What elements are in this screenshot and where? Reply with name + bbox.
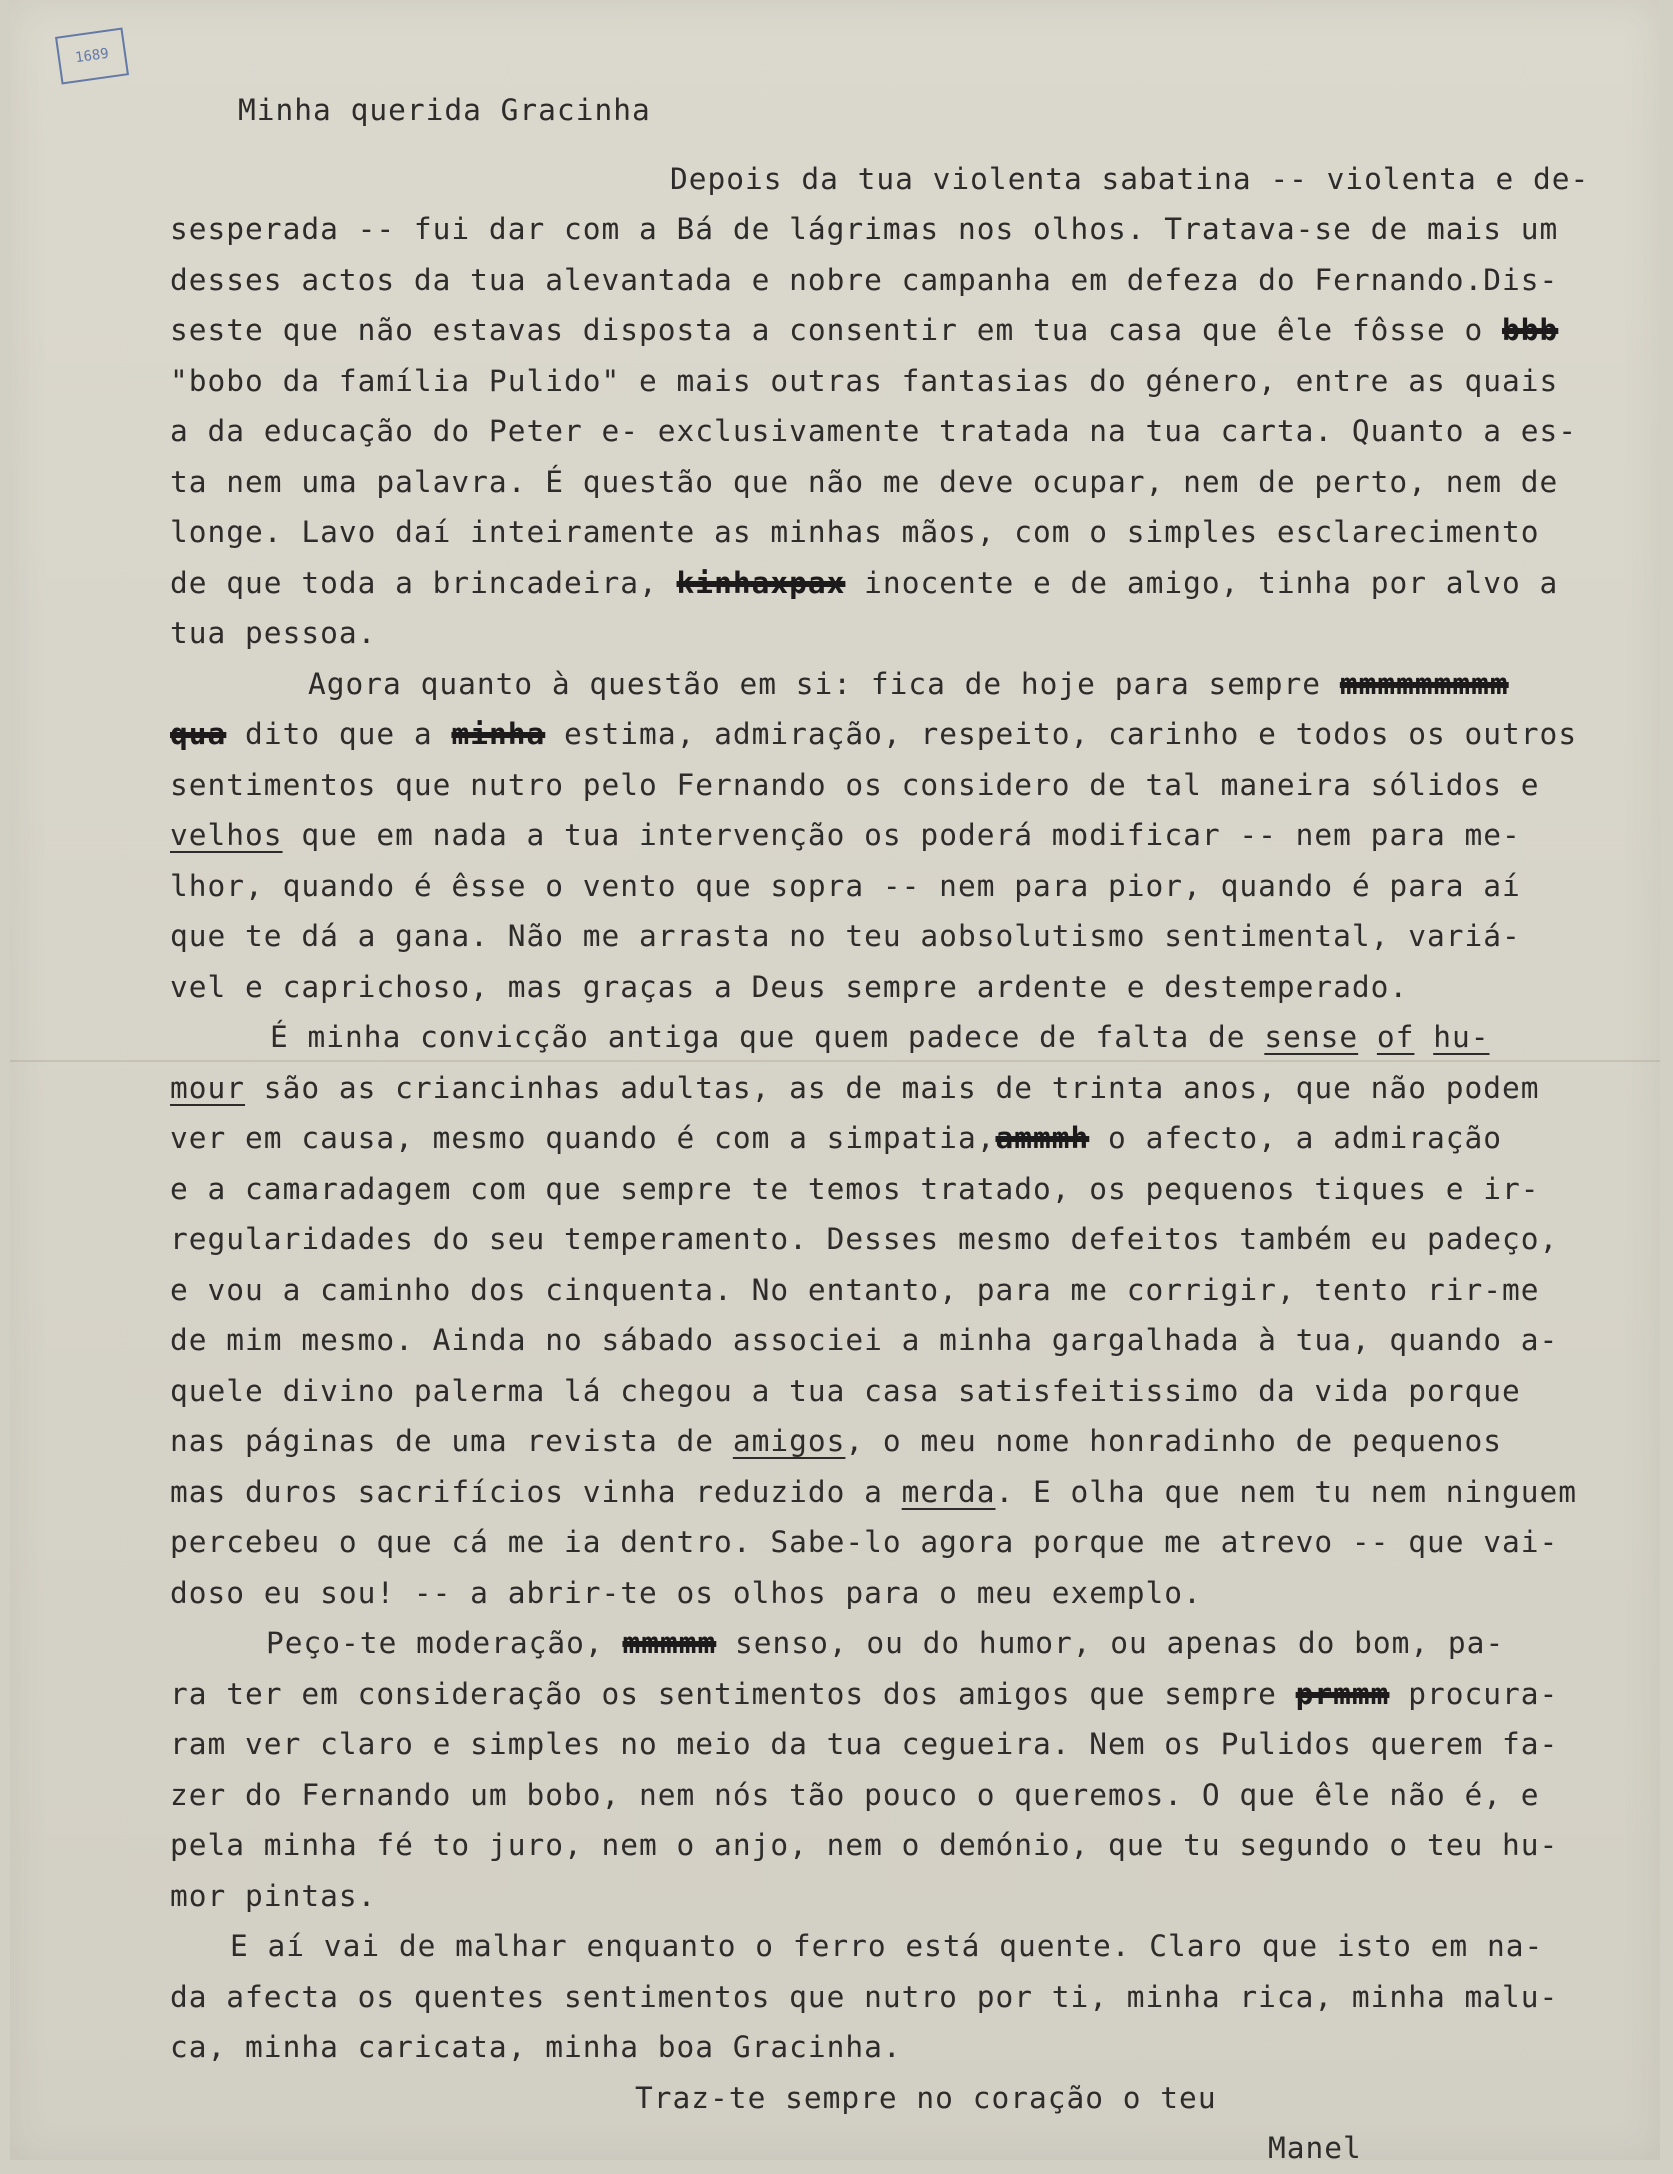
text-line [170, 356, 1650, 407]
line-text: mor pintas. [170, 1878, 377, 1913]
text-line [170, 507, 1650, 558]
line-text: ca, minha caricata, minha boa Gracinha. [170, 2030, 902, 2064]
text-line [170, 810, 1650, 861]
line-text: que em nada a tua intervenção os poderá modificar -- nem para me- [282, 818, 1521, 852]
text-line [170, 1265, 1650, 1316]
text-line [170, 457, 1650, 508]
line-text: mas duros sacrifícios vinha reduzido a [170, 1474, 902, 1509]
line-text [1414, 1020, 1433, 1054]
line-text: quele divino palerma lá chegou a tua casa satisfeitissimo da vida porque [170, 1373, 1521, 1408]
line-text: o afecto, a admiração [1089, 1121, 1503, 1155]
line-text: de que toda a brincadeira, [170, 565, 677, 600]
line-text: percebeu o que cá me ia dentro. Sabe-lo agora porque me atrevo -- que vai- [170, 1525, 1559, 1559]
stamp-number: 1689 [74, 45, 110, 67]
text-line [170, 1517, 1650, 1568]
underlined-text: velhos [170, 818, 283, 852]
line-text: desses actos da tua alevantada e nobre campanha em defeza do Fernando.Dis- [170, 262, 1559, 297]
text-line [170, 1416, 1650, 1467]
struck-out-text: mmmmm [622, 1626, 717, 1660]
text-line [170, 1315, 1650, 1366]
line-text: e a camaradagem com que sempre te temos tratado, os pequenos tiques e ir- [170, 1171, 1540, 1206]
line-text: de mim mesmo. Ainda no sábado associei a minha gargalhada à tua, quando a- [170, 1323, 1559, 1357]
line-text: regularidades do seu temperamento. Desses mesmo defeitos também eu padeço, [170, 1222, 1559, 1256]
line-text: E aí vai de malhar enquanto o ferro está quente. Claro que isto em na- [230, 1929, 1544, 1963]
text-line [170, 962, 1650, 1013]
struck-out-text: ammmh [995, 1121, 1090, 1155]
text-line [170, 154, 1650, 205]
line-text: zer do Fernando um bobo, nem nós tão pouco o queremos. O que êle não é, e [170, 1777, 1540, 1812]
letter-text [170, 154, 1650, 2073]
signature: Manel [1268, 2131, 1362, 2165]
text-line [170, 911, 1650, 962]
line-text: dito que a [226, 717, 452, 751]
text-line [170, 1618, 1650, 1669]
archive-stamp [55, 28, 129, 85]
text-line [170, 861, 1650, 912]
text-line [170, 1871, 1650, 1922]
struck-out-text: mmmmmmmmm [1339, 666, 1509, 701]
line-text: a da educação do Peter e- exclusivamente tratada na tua carta. Quanto a es- [170, 414, 1578, 448]
line-text: doso eu sou! -- a abrir-te os olhos para o meu exemplo. [170, 1575, 1202, 1610]
text-line [170, 1669, 1650, 1720]
line-text: longe. Lavo daí inteiramente as minhas mãos, com o simples esclarecimento [170, 515, 1540, 549]
salutation: Minha querida Gracinha [238, 93, 651, 127]
text-line [170, 1113, 1650, 1164]
line-text: ta nem uma palavra. É questão que não me deve ocupar, nem de perto, nem de [170, 464, 1559, 499]
text-line [170, 760, 1650, 811]
text-line [170, 1820, 1650, 1871]
line-text: e vou a caminho dos cinquenta. No entanto, para me corrigir, tento rir-me [170, 1272, 1540, 1307]
line-text: sesperada -- fui dar com a Bá de lágrimas nos olhos. Tratava-se de mais um [170, 212, 1559, 246]
text-line [170, 659, 1650, 710]
text-line [170, 1063, 1650, 1114]
underlined-text: amigos [732, 1424, 846, 1458]
text-line [170, 1214, 1650, 1265]
line-text: ver em causa, mesmo quando é com a simpatia, [170, 1121, 996, 1155]
text-line [170, 709, 1650, 760]
text-line [170, 406, 1650, 457]
line-text: estima, admiração, respeito, carinho e todos os outros [545, 717, 1578, 751]
underlined-text: sense [1264, 1020, 1359, 1054]
text-line [170, 1366, 1650, 1417]
line-text: senso, ou do humor, ou apenas do bom, pa- [716, 1626, 1505, 1660]
text-line [170, 1719, 1650, 1770]
text-line [170, 1921, 1650, 1972]
underlined-text: merda [901, 1474, 996, 1509]
line-text: nas páginas de uma revista de [170, 1424, 733, 1458]
text-line [170, 1467, 1650, 1518]
line-text: lhor, quando é êsse o vento que sopra -- nem para pior, quando é para aí [170, 868, 1521, 903]
text-line [170, 1568, 1650, 1619]
struck-out-text: kinhaxpax [676, 565, 846, 600]
text-line [170, 1770, 1650, 1821]
line-text: sentimentos que nutro pelo Fernando os considero de tal maneira sólidos e [170, 767, 1540, 802]
line-text: , o meu nome honradinho de pequenos [845, 1424, 1503, 1458]
text-line [170, 2022, 1650, 2073]
line-text: são as criancinhas adultas, as de mais de trinta anos, que não podem [245, 1070, 1540, 1105]
line-text: ra ter em consideração os sentimentos dos amigos que sempre [170, 1676, 1296, 1711]
text-line [170, 1972, 1650, 2023]
line-text: É minha convicção antiga que quem padece de falta de [270, 1020, 1265, 1054]
text-line [170, 1012, 1650, 1063]
line-text: Depois da tua violenta sabatina -- violenta e de- [670, 161, 1590, 196]
struck-out-text: prmmm [1295, 1676, 1390, 1711]
struck-out-text: qua [170, 717, 227, 751]
line-text: pela minha fé to juro, nem o anjo, nem o demónio, que tu segundo o teu hu- [170, 1828, 1559, 1862]
line-text: tua pessoa. [170, 616, 377, 650]
line-text: "bobo da família Pulido" e mais outras fantasias do género, entre as quais [170, 363, 1559, 398]
line-text: inocente e de amigo, tinha por alvo a [845, 565, 1559, 600]
line-text: seste que não estavas disposta a consentir em tua casa que êle fôsse o [170, 313, 1502, 347]
line-text: ram ver claro e simples no meio da tua cegueira. Nem os Pulidos querem fa- [170, 1727, 1559, 1761]
line-text: Agora quanto à questão em si: fica de hoje para sempre [308, 666, 1340, 701]
underlined-text: of [1376, 1020, 1415, 1054]
underlined-text: mour [170, 1070, 246, 1105]
line-text: vel e caprichoso, mas graças a Deus sempre ardente e destemperado. [170, 969, 1409, 1004]
line-text: Peço-te moderação, [266, 1626, 623, 1660]
line-text: . E olha que nem tu nem ninguem [995, 1474, 1578, 1509]
line-text [1358, 1020, 1377, 1054]
text-line [170, 204, 1650, 255]
text-line [170, 558, 1650, 609]
text-line [170, 255, 1650, 306]
struck-out-text: bbb [1502, 313, 1559, 347]
closing-line: Traz-te sempre no coração o teu [635, 2080, 1217, 2115]
text-line [170, 305, 1650, 356]
letter-body [170, 85, 1650, 2174]
text-line [170, 608, 1650, 659]
struck-out-text: minha [451, 717, 546, 751]
text-line [170, 1164, 1650, 1215]
line-text: da afecta os quentes sentimentos que nutro por ti, minha rica, minha malu- [170, 1979, 1559, 2014]
line-text: que te dá a gana. Não me arrasta no teu aobsolutismo sentimental, variá- [170, 919, 1521, 953]
underlined-text: hu- [1433, 1020, 1490, 1054]
line-text: procura- [1389, 1676, 1559, 1711]
